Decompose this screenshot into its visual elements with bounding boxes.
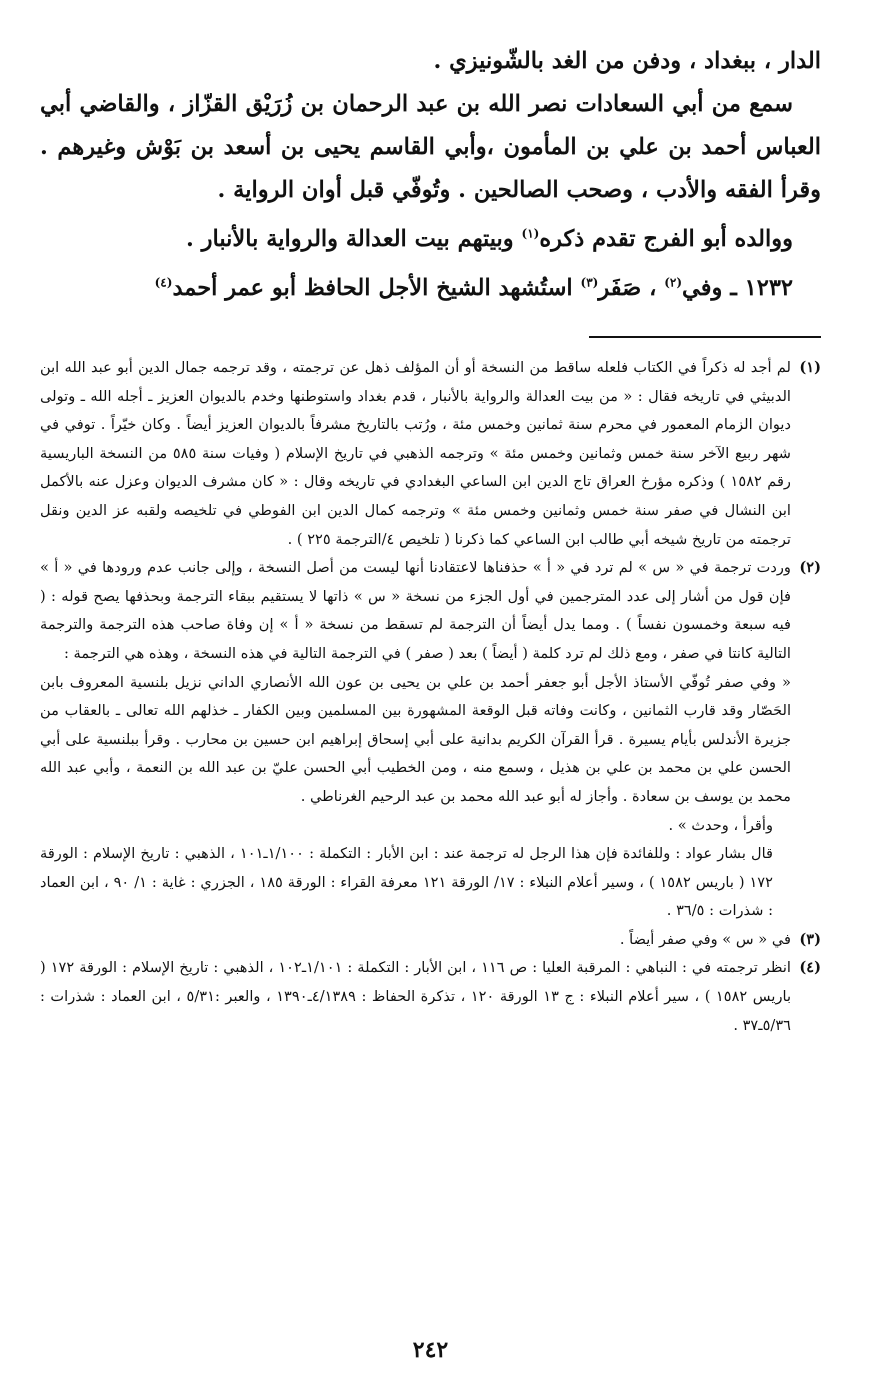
footnote-number: (٢)	[799, 559, 821, 577]
footnotes	[40, 354, 821, 1040]
footnote-ref-4: (٤)	[154, 275, 173, 290]
main-text	[40, 40, 821, 310]
footnote-quote-end: وأقرأ ، وحدث » .	[668, 816, 773, 834]
entry-month-text: ، صَفَر	[598, 275, 665, 301]
footnote-body	[40, 554, 791, 926]
footnote-number: (١)	[799, 359, 821, 376]
footnote-text: انظر ترجمته في : النباهي : المرقبة العليا : ص ١١٦ ، ابن الأبار : التكملة : ١/١٠١ـ١٠٢ ، الذهبي : تاريخ الإسلام : الورقة ١٧٢ ( باريس ١٥٨٢ ) ، سير أعلام النبلاء : ج ١٣ الورقة ١٢٠ ، تذكرة الحفاظ : ٤/١٣٨٩ـ١٣٩٠ ، والعبر :٥/٣١ ، ابن العماد : شذرات : ٥/٣٦ـ٣٧ .	[40, 959, 792, 1034]
page-number: ٢٤٢	[412, 1337, 449, 1363]
footnote-1	[40, 354, 821, 554]
footnote-divider	[589, 336, 821, 338]
footnote-4	[40, 954, 821, 1040]
footnote-number: (٣)	[799, 930, 821, 948]
footnote-body	[40, 926, 791, 955]
footnote-ref-2: (٢)	[664, 275, 683, 290]
paragraph-3-text-end: وبيتهم بيت العدالة والرواية بالأنبار .	[185, 226, 522, 252]
footnote-text: في « س » وفي صفر أيضاً .	[619, 930, 791, 948]
footnote-quote: « وفي صفر تُوفّي الأستاذ الأجل أبو جعفر أحمد بن علي بن يحيى بن عون الله الأنصاري الداني نزيل بلنسية المعروف بابن الحَصّار وقد قارب الثمانين ، وكانت وفاته قبل الوقعة المشهورة بين المسلمين وبين الكفار ـ خذلهم الله تعالى ـ بالعقاب من جزيرة الأندلس بأيام يسيرة . قرأ القرآن الكريم بدانية على أبي إسحاق إبراهيم ابن حسين بن محارب . وقرأ ببلنسية على أبي الحسن علي بن محمد بن علي بن هذيل ، وسمع منه ، ومن الخطيب أبي الحسن عليّ بن عبد الله بن النعمة ، وأبي عبد الله محمد بن يوسف بن سعادة . وأجاز له أبو عبد الله محمد بن عبد الرحيم الغرناطي .	[40, 673, 791, 805]
paragraph-2: سمع من أبي السعادات نصر الله بن عبد الرحمان بن زُرَيْق القزّاز ، والقاضي أبي العباس أحمد بن علي بن المأمون ،وأبي القاسم يحيى بن أسعد بن بَوْش وغيرهم . وقرأ الفقه والأدب ، وصحب الصالحين . وتُوفّي قبل أوان الرواية .	[40, 91, 821, 203]
footnote-2	[40, 554, 821, 926]
paragraph-3-text: ووالده أبو الفرج تقدم ذكره	[539, 226, 793, 252]
footnote-editor-note: قال بشار عواد : وللفائدة فإن هذا الرجل له ترجمة عند : ابن الأبار : التكملة : ١/١٠٠ـ١٠١ ، الذهبي : تاريخ الإسلام : الورقة ١٧٢ ( باريس ١٥٨٢ ) ، وسير أعلام النبلاء : ١٧/ الورقة ١٢١ معرفة القراء : الورقة ١٨٥ ، الجزري : غاية : ١/ ٩٠ ، ابن العماد : شذرات : ٣٦/٥ .	[40, 845, 773, 920]
entry-heading	[40, 267, 821, 310]
footnote-number: (٤)	[799, 959, 821, 977]
footnote-ref-1: (١)	[521, 226, 540, 241]
paragraph-1: الدار ، ببغداد ، ودفن من الغد بالشّونيزي .	[433, 48, 821, 74]
footnote-3	[40, 926, 821, 955]
entry-number-text: ١٢٣٢ ـ وفي	[682, 275, 793, 301]
document-page	[40, 40, 821, 1365]
footnote-text: وردت ترجمة في « س » لم ترد في « أ » حذفناها لاعتقادنا أنها ليست من أصل النسخة ، وإلى جانب عدم ورودها في « أ » فإن قول من أشار إلى عدد المترجمين في أول الجزء من نسخة « س » ذاتها لا يستقيم ببقاء الترجمة وبحذفها يصح قوله : ( فيه سبعة وخمسون نفساً ) . ومما يدل أيضاً أن الترجمة لم تسقط من نسخة « أ » إن وفاة صاحب هذه الترجمة والترجمة التالية كانتا في صفر ، ومع ذلك لم ترد كلمة ( أيضاً ) بعد ( صفر ) في الترجمة التالية في هذه النسخة ، وهذه هي الترجمة :	[40, 559, 791, 662]
footnote-text: لم أجد له ذكراً في الكتاب فلعله ساقط من النسخة أو أن المؤلف ذهل عن ترجمته ، وقد ترجمه جمال الدين أبو عبد الله ابن الدبيثي في تاريخه فقال : « من بيت العدالة والرواية بالأنبار ، قدم بغداد واستوطنها وخدم بالديوان العزيز ـ أجله الله ـ وتولى ديوان الزمام المعمور في محرم سنة ثمانين وخمس مئة ، ورُتب بالتاريخ مشرفاً بالديوان العزيز أيضاً . وكان خيّراً . توفي في شهر ربيع الآخر سنة خمس وثمانين وخمس مئة » وترجمه الذهبي في تاريخ الإسلام ( وفيات سنة ٥٨٥ من النسخة الباريسية رقم ١٥٨٢ ) وذكره مؤرخ العراق تاج الدين ابن الساعي البغدادي في تاريخه وقال : « كان مشرف الديوان وعزل عنه بالأكمل ابن النشال في صفر سنة خمس وثمانين وخمس مئة » وترجمه كمال الدين ابن الفوطي في تلخيصه ولقبه عز الدين ونقل ترجمته من تاريخ شيخه أبي طالب ابن الساعي كما ذكرنا ( تلخيص ٤/الترجمة ٢٢٥ ) .	[40, 359, 791, 548]
footnote-body	[40, 354, 791, 554]
entry-name-text: استُشهد الشيخ الأجل الحافظ أبو عمر أحمد	[172, 275, 581, 301]
paragraph-3	[40, 218, 821, 261]
footnote-ref-3: (٣)	[580, 275, 599, 290]
footnote-body	[40, 954, 791, 1040]
